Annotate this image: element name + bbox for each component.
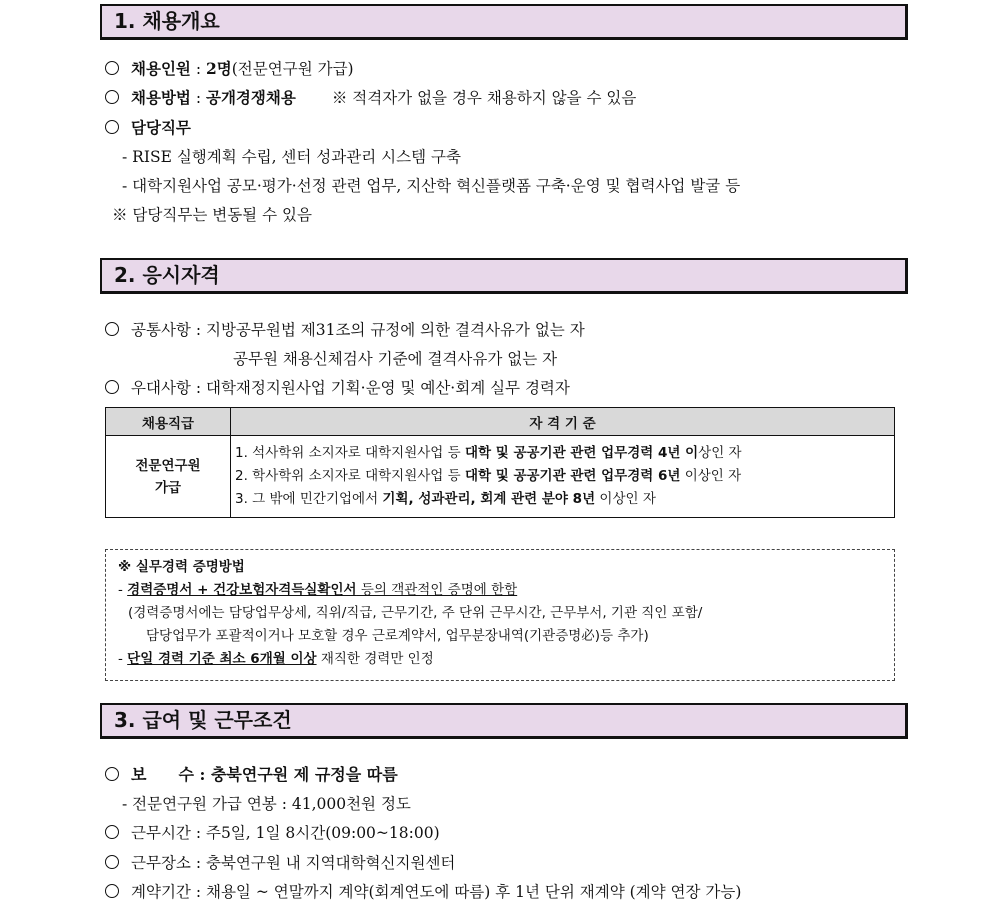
pref-line: 우대사항 : 대학재정지원사업 기획·운영 및 예산·회계 실무 경력자 (105, 376, 570, 398)
duty-item-2: - 대학지원사업 공모·평가·선정 관련 업무, 지산학 혁신플랫폼 구축·운영 및 협력사업 발굴 등 (122, 177, 741, 195)
circle-bullet-icon (105, 884, 119, 898)
criteria-1-tail: 상인 자 (698, 445, 742, 461)
circle-bullet-icon (105, 322, 119, 336)
circle-bullet-icon (105, 120, 119, 134)
section-header-2: 2. 응시자격 (100, 258, 908, 294)
contract-text: 계약기간 : 채용일 ~ 연말까지 계약(회계연도에 따름) 후 1년 단위 재계약 (계약 연장 가능) (131, 883, 742, 901)
note-line-3: 담당업무가 포괄적이거나 모호할 경우 근로계약서, 업무분장내역(기관증명必)등 추가) (146, 628, 649, 644)
method-label: 채용방법 (131, 88, 191, 107)
qualification-table (105, 407, 895, 518)
common-label: 공통사항 (131, 321, 191, 339)
personnel-detail: (전문연구원 가급) (231, 60, 354, 78)
duty-label: 담당직무 (131, 118, 191, 137)
contract-line (105, 880, 741, 902)
circle-bullet-icon (105, 90, 119, 104)
common-value-1: 지방공무원법 제31조의 규정에 의한 결격사유가 없는 자 (205, 321, 585, 339)
pref-label: 우대사항 (131, 379, 191, 397)
criteria-3-text: 3. 그 밖에 민간기업에서 (235, 491, 383, 507)
note-min-period: 단일 경력 기준 최소 6개월 이상 (127, 651, 317, 667)
criteria-2-text: 2. 학사학위 소지자로 대학지원사업 등 (235, 468, 465, 484)
hours-line (105, 821, 440, 843)
circle-bullet-icon (105, 767, 119, 781)
criteria-2-bold: 대학 및 공공기관 관련 업무경력 6년 (464, 468, 681, 484)
method-note: ※ 적격자가 없을 경우 채용하지 않을 수 있음 (331, 89, 637, 107)
note-dash: - (118, 582, 128, 598)
note-line-1 (118, 579, 882, 602)
table-row (106, 436, 895, 518)
grade-title: 전문연구원 (135, 457, 201, 474)
criteria-item-2 (235, 465, 890, 488)
section-header-1: 1. 채용개요 (100, 4, 908, 40)
note-line-4 (118, 648, 882, 671)
pref-value: 대학재정지원사업 기획·운영 및 예산·회계 실무 경력자 (205, 379, 570, 397)
common-line-1: 공통사항 : 지방공무원법 제31조의 규정에 의한 결격사유가 없는 자 (105, 318, 585, 340)
circle-bullet-icon (105, 825, 119, 839)
place-text: 근무장소 : 충북연구원 내 지역대학혁신지원센터 (131, 854, 456, 872)
hours-text: 근무시간 : 주5일, 1일 8시간(09:00~18:00) (131, 824, 440, 842)
pay-line (105, 762, 398, 785)
place-line (105, 851, 455, 873)
duty-note: ※ 담당직무는 변동될 수 있음 (112, 206, 312, 224)
duty-line (105, 116, 191, 138)
note-line-2: (경력증명서에는 담당업무상세, 직위/직급, 근무기간, 주 단위 근무시간, 근무부서, 기관 직인 포함/ (128, 605, 703, 621)
criteria-item-3 (235, 488, 890, 511)
personnel-line: 채용인원 : 2명(전문연구원 가급) (105, 57, 354, 79)
note-min-period-tail: 재직한 경력만 인정 (316, 651, 434, 667)
criteria-3-tail: 이상인 자 (595, 491, 656, 507)
pay-detail: - 전문연구원 가급 연봉 : 41,000천원 정도 (122, 795, 411, 813)
col-grade-header: 채용직급 (106, 408, 231, 436)
note-title: ※ 실무경력 증명방법 (118, 559, 245, 575)
criteria-3-bold: 기획, 성과관리, 회계 관련 분야 8년 (382, 491, 596, 507)
pay-label: 보 수 : 충북연구원 제 규정을 따름 (131, 765, 398, 784)
note-dash: - (118, 651, 128, 667)
note-docs: 경력증명서 + 건강보험자격득실확인서 (127, 582, 357, 598)
grade-cell (106, 436, 231, 518)
table-header-row (106, 408, 895, 436)
criteria-item-1 (235, 442, 890, 465)
criteria-2-tail: 이상인 자 (680, 468, 742, 484)
method-value: 공개경쟁채용 (205, 88, 296, 107)
criteria-1-text: 1. 석사학위 소지자로 대학지원사업 등 (235, 445, 465, 461)
circle-bullet-icon (105, 380, 119, 394)
duty-item-1: - RISE 실행계획 수립, 센터 성과관리 시스템 구축 (122, 148, 461, 166)
common-value-2: 공무원 채용신체검사 기준에 결격사유가 없는 자 (233, 350, 558, 368)
grade-level: 가급 (154, 479, 182, 496)
circle-bullet-icon (105, 61, 119, 75)
criteria-cell (231, 436, 895, 518)
col-criteria-header: 자 격 기 준 (231, 408, 895, 436)
personnel-label: 채용인원 (131, 59, 191, 78)
experience-proof-note (105, 549, 895, 681)
personnel-value: 2명 (205, 59, 232, 78)
circle-bullet-icon (105, 855, 119, 869)
note-docs-tail: 등의 객관적인 증명에 한함 (356, 582, 518, 598)
criteria-1-bold: 대학 및 공공기관 관련 업무경력 4년 이 (464, 445, 699, 461)
method-line: 채용방법 : 공개경쟁채용 ※ 적격자가 없을 경우 채용하지 않을 수 있음 (105, 86, 636, 108)
section-header-3: 3. 급여 및 근무조건 (100, 703, 908, 739)
